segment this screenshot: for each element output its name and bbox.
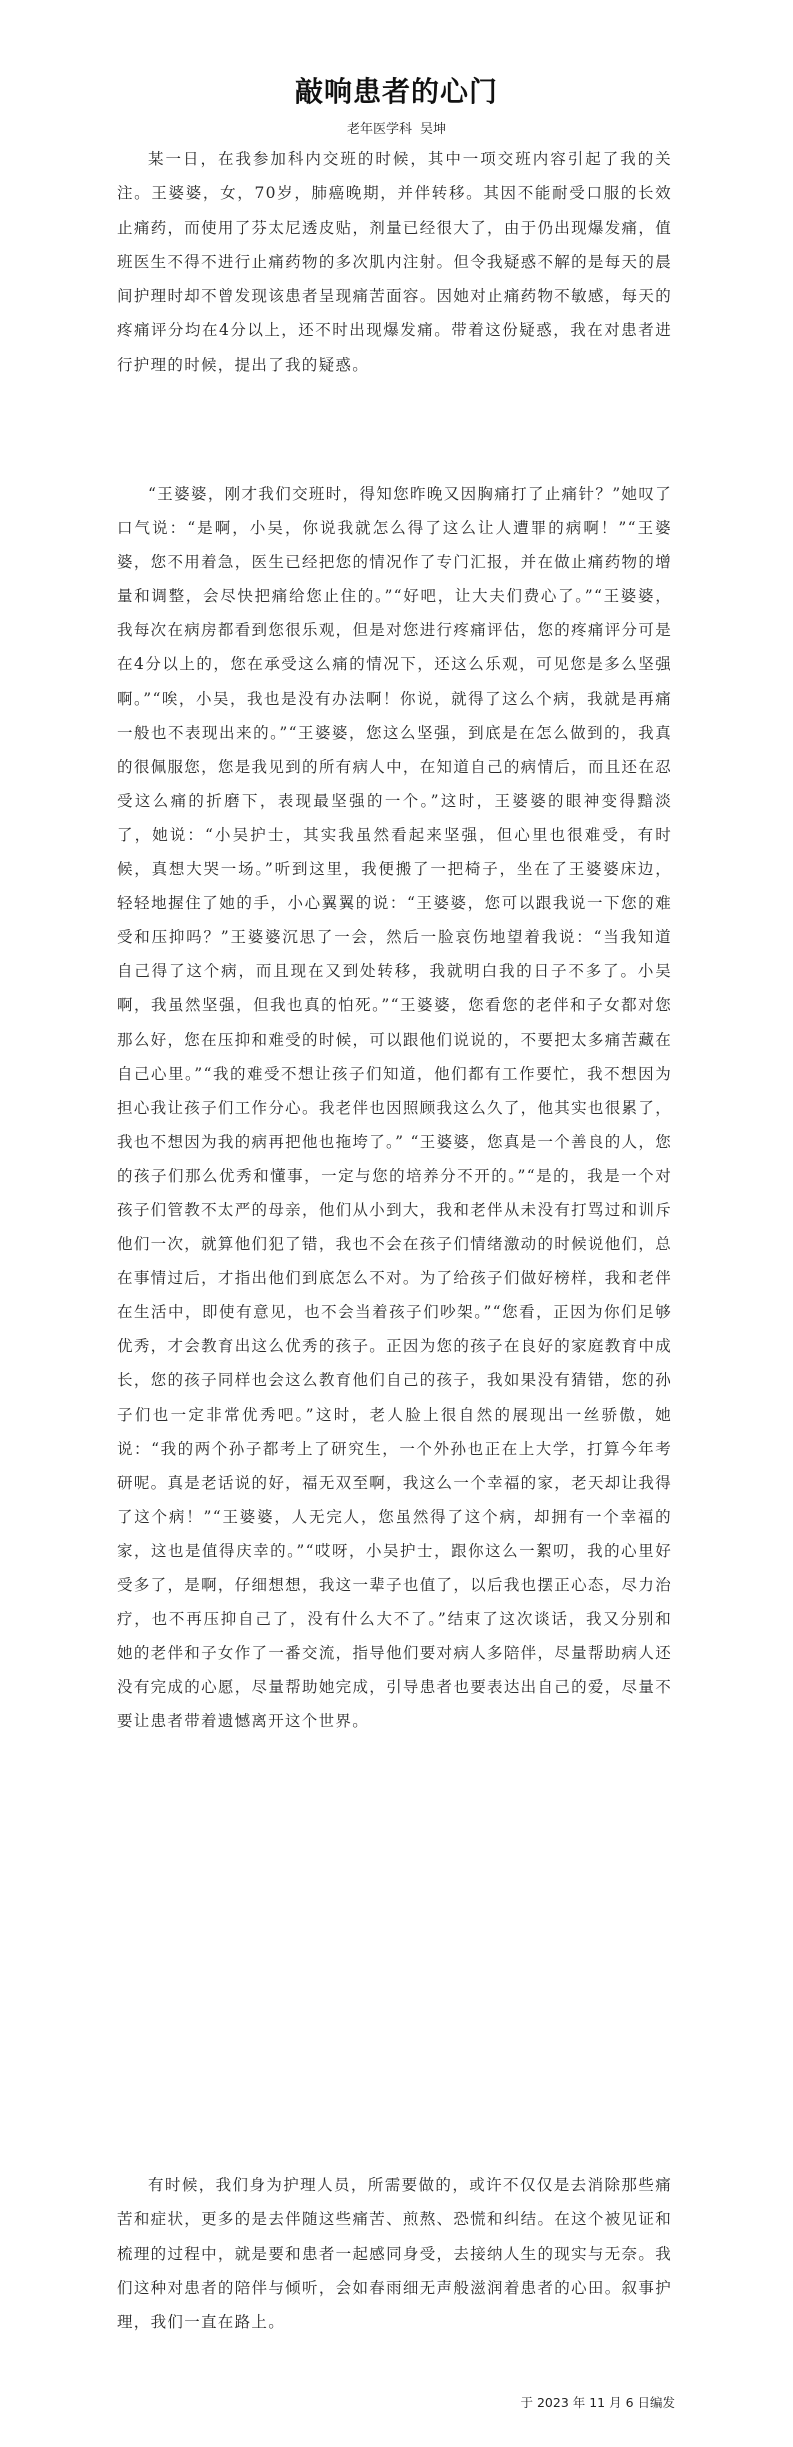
paragraph-text: 某一日，在我参加科内交班的时候，其中一项交班内容引起了我的关注。王婆婆，女，70岁，肺癌晚期，并伴转移。其因不能耐受口服的长效止痛药，而使用了芬太尼透皮贴，剂量已经很大了，由于仍出现爆发痛，值班医生不得不进行止痛药物的多次肌内注射。但令我疑惑不解的是每天的晨间护理时却不曾发现该患者呈现痛苦面容。因她对止痛药物不敏感，每天的疼痛评分均在4分以上，还不时出现爆发痛。带着这份疑惑，我在对患者进行护理的时候，提出了我的疑惑。 bbox=[117, 150, 672, 374]
author-name: 吴坤 bbox=[420, 122, 447, 137]
paragraph-text: “王婆婆，刚才我们交班时，得知您昨晚又因胸痛打了止痛针？”她叹了口气说：“是啊，小吴，你说我就怎么得了这么让人遭罪的病啊！”“王婆婆，您不用着急，医生已经把您的情况作了专门汇报，并在做止痛药物的增量和调整，会尽快把痛给您止住的。”“好吧，让大夫们费心了。”“王婆婆，我每次在病房都看到您很乐观，但是对您进行疼痛评估，您的疼痛评分可是在4分以上的，您在承受这么痛的情况下，还这么乐观，可见您是多么坚强啊。”“唉，小吴，我也是没有办法啊！你说，就得了这么个病，我就是再痛一般也不表现出来的。”“王婆婆，您这么坚强，到底是在怎么做到的，我真的很佩服您，您是我见到的所有病人中，在知道自己的病情后，而且还在忍受这么痛的折磨下，表现最坚强的一个。”这时，王婆婆的眼神变得黯淡了，她说：“小吴护士，其实我虽然看起来坚强，但心里也很难受，有时候，真想大哭一场。”听到这里，我便搬了一把椅子，坐在了王婆婆床边，轻轻地握住了她的手，小心翼翼的说：“王婆婆，您可以跟我说一下您的难受和压抑吗？”王婆婆沉思了一会，然后一脸哀伤地望着我说：“当我知道自己得了这个病，而且现在又到处转移，我就明白我的日子不多了。小吴啊，我虽然坚强，但我也真的怕死。”“王婆婆，您看您的老伴和子女都对您那么好，您在压抑和难受的时候，可以跟他们说说的，不要把太多痛苦藏在自己心里。”“我的难受不想让孩子们知道，他们都有工作要忙，我不想因为担心我让孩子们工作分心。我老伴也因照顾我这么久了，他其实也很累了，我也不想因为我的病再把他也拖垮了。” “王婆婆，您真是一个善良的人，您的孩子们那么优秀和懂事，一定与您的培养分不开的。”“是的，我是一个对孩子们管教不太严的母亲，他们从小到大，我和老伴从未没有打骂过和训斥他们一次，就算他们犯了错，我也不会在孩子们情绪激动的时候说他们，总在事情过后，才指出他们到底怎么不对。为了给孩子们做好榜样，我和老伴在生活中，即使有意见，也不会当着孩子们吵架。”“您看，正因为你们足够优秀，才会教育出这么优秀的孩子。正因为您的孩子在良好的家庭教育中成长，您的孩子同样也会这么教育他们自己的孩子，我如果没有猜错，您的孙子们也一定非常优秀吧。”这时，老人脸上很自然的展现出一丝骄傲，她说：“我的两个孙子都考上了研究生，一个外孙也正在上大学，打算今年考研呢。真是老话说的好，福无双至啊，我这么一个幸福的家，老天却让我得了这个病！”“王婆婆，人无完人，您虽然得了这个病，却拥有一个幸福的家，这也是值得庆幸的。”“哎呀，小吴护士，跟你这么一絮叨，我的心里好受多了，是啊，仔细想想，我这一辈子也值了，以后我也摆正心态，尽力治疗，也不再压抑自己了，没有什么大不了。”结束了这次谈话，我又分别和她的老伴和子女作了一番交流，指导他们要对病人多陪伴，尽量帮助病人还没有完成的心愿，尽量帮助她完成，引导患者也要表达出自己的爱，尽量不要让患者带着遗憾离开这个世界。 bbox=[117, 485, 672, 1731]
article-paragraph-3 bbox=[117, 2168, 672, 2339]
author-department: 老年医学科 bbox=[346, 122, 412, 137]
article-title: 敲响患者的心门 bbox=[294, 75, 498, 108]
article-paragraph-1 bbox=[117, 142, 672, 382]
article-byline bbox=[0, 120, 793, 140]
paragraph-text: 有时候，我们身为护理人员，所需要做的，或许不仅仅是去消除那些痛苦和症状，更多的是去伴随这些痛苦、煎熬、恐慌和纠结。在这个被见证和梳理的过程中，就是要和患者一起感同身受，去接纳人生的现实与无奈。我们这种对患者的陪伴与倾听，会如春雨细无声般滋润着患者的心田。叙事护理，我们一直在路上。 bbox=[117, 2176, 672, 2332]
article-paragraph-2 bbox=[117, 477, 672, 1738]
publish-date-note: 于 2023 年 11 月 6 日编发 bbox=[520, 2395, 675, 2410]
